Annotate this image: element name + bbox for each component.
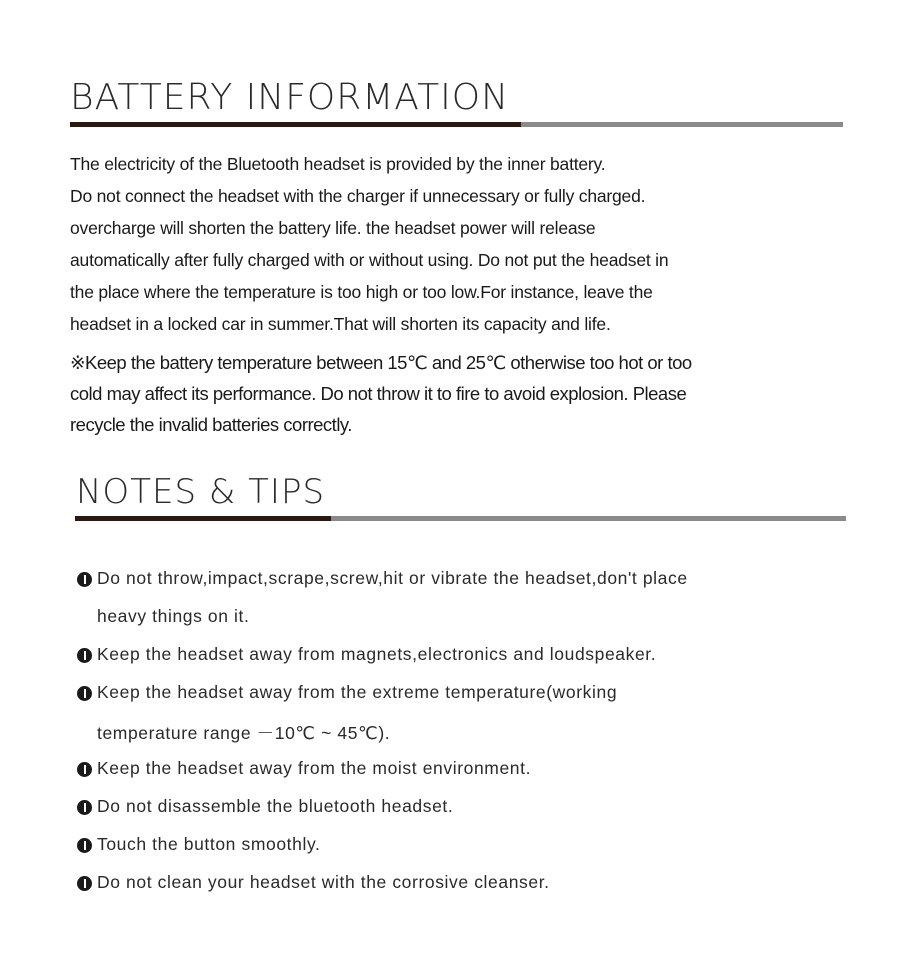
tips-heading-rule [75, 516, 846, 521]
tips-heading: NOTES & TIPS [76, 472, 326, 512]
tip-text: Touch the button smoothly. [97, 834, 321, 854]
tip-text: temperature range －10℃ ~ 45℃). [97, 723, 391, 743]
tip-text: Keep the headset away from magnets,electronics and loudspeaker. [97, 644, 657, 664]
tip-text: Do not disassemble the bluetooth headset. [97, 796, 454, 816]
exclamation-bullet-icon [77, 572, 92, 587]
battery-line: the place where the temperature is too high or too low.For instance, leave the [70, 282, 653, 302]
battery-heading: BATTERY INFORMATION [70, 77, 510, 118]
exclamation-bullet-icon [77, 838, 92, 853]
tip-text: Keep the headset away from the moist environment. [97, 758, 532, 778]
exclamation-bullet-icon [77, 876, 92, 891]
battery-heading-rule [70, 122, 843, 127]
exclamation-bullet-icon [77, 762, 92, 777]
battery-note-line: ※Keep the battery temperature between 15℃ and 25℃ otherwise too hot or too [70, 352, 692, 373]
battery-line: headset in a locked car in summer.That will shorten its capacity and life. [70, 314, 611, 334]
exclamation-bullet-icon [77, 800, 92, 815]
battery-line: overcharge will shorten the battery life. the headset power will release [70, 218, 596, 238]
exclamation-bullet-icon [77, 686, 92, 701]
tip-text: heavy things on it. [97, 606, 250, 626]
tip-text: Keep the headset away from the extreme temperature(working [97, 682, 618, 702]
battery-line: The electricity of the Bluetooth headset is provided by the inner battery. [70, 154, 606, 174]
tip-text: Do not throw,impact,scrape,screw,hit or vibrate the headset,don't place [97, 568, 688, 588]
battery-line: Do not connect the headset with the charger if unnecessary or fully charged. [70, 186, 646, 206]
battery-note-line: recycle the invalid batteries correctly. [70, 414, 352, 435]
tip-text: Do not clean your headset with the corrosive cleanser. [97, 872, 550, 892]
exclamation-bullet-icon [77, 648, 92, 663]
battery-line: automatically after fully charged with or without using. Do not put the headset in [70, 250, 669, 270]
battery-note-line: cold may affect its performance. Do not throw it to fire to avoid explosion. Please [70, 383, 687, 404]
